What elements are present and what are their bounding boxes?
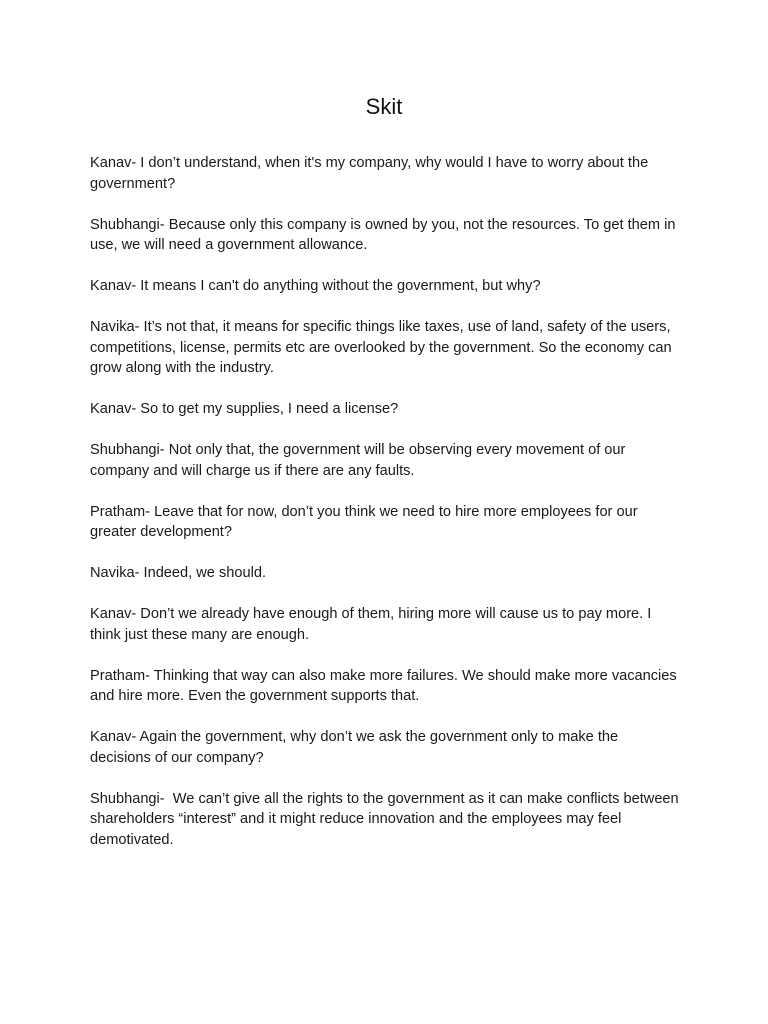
dialogue-line: Pratham- Leave that for now, don’t you think we need to hire more employees for our greater development?: [90, 503, 642, 540]
dialogue-line: Kanav- Again the government, why don’t we ask the government only to make the decisions of our company?: [90, 729, 623, 766]
dialogue-line: Navika- Indeed, we should.: [90, 565, 267, 581]
dialogue-line: Shubhangi- We can’t give all the rights to the government as it can make conflicts between shareholders “interest” and it might reduce innovation and the employees may feel demotivated.: [90, 790, 683, 848]
dialogue-line: Kanav- It means I can't do anything without the government, but why?: [90, 278, 541, 294]
dialogue-line: Kanav- I don’t understand, when it's my company, why would I have to worry about the government?: [90, 155, 653, 192]
dialogue-line: Kanav- Don’t we already have enough of them, hiring more will cause us to pay more. I think just these many are enough.: [90, 606, 656, 643]
dialogue-line: Navika- It’s not that, it means for specific things like taxes, use of land, safety of the users, competitions, license, permits etc are overlooked by the government. So the economy can grow along with the industry.: [90, 319, 676, 376]
dialogue-line: Pratham- Thinking that way can also make more failures. We should make more vacancies and hire more. Even the government supports that.: [90, 667, 681, 704]
document-title: Skit: [365, 94, 403, 119]
dialogue-line: Kanav- So to get my supplies, I need a license?: [90, 401, 399, 417]
dialogue-line: Shubhangi- Not only that, the government will be observing every movement of our company and will charge us if there are any faults.: [90, 442, 630, 479]
document-body: [90, 153, 682, 871]
dialogue-line: Shubhangi- Because only this company is owned by you, not the resources. To get them in use, we will need a government allowance.: [90, 216, 680, 253]
